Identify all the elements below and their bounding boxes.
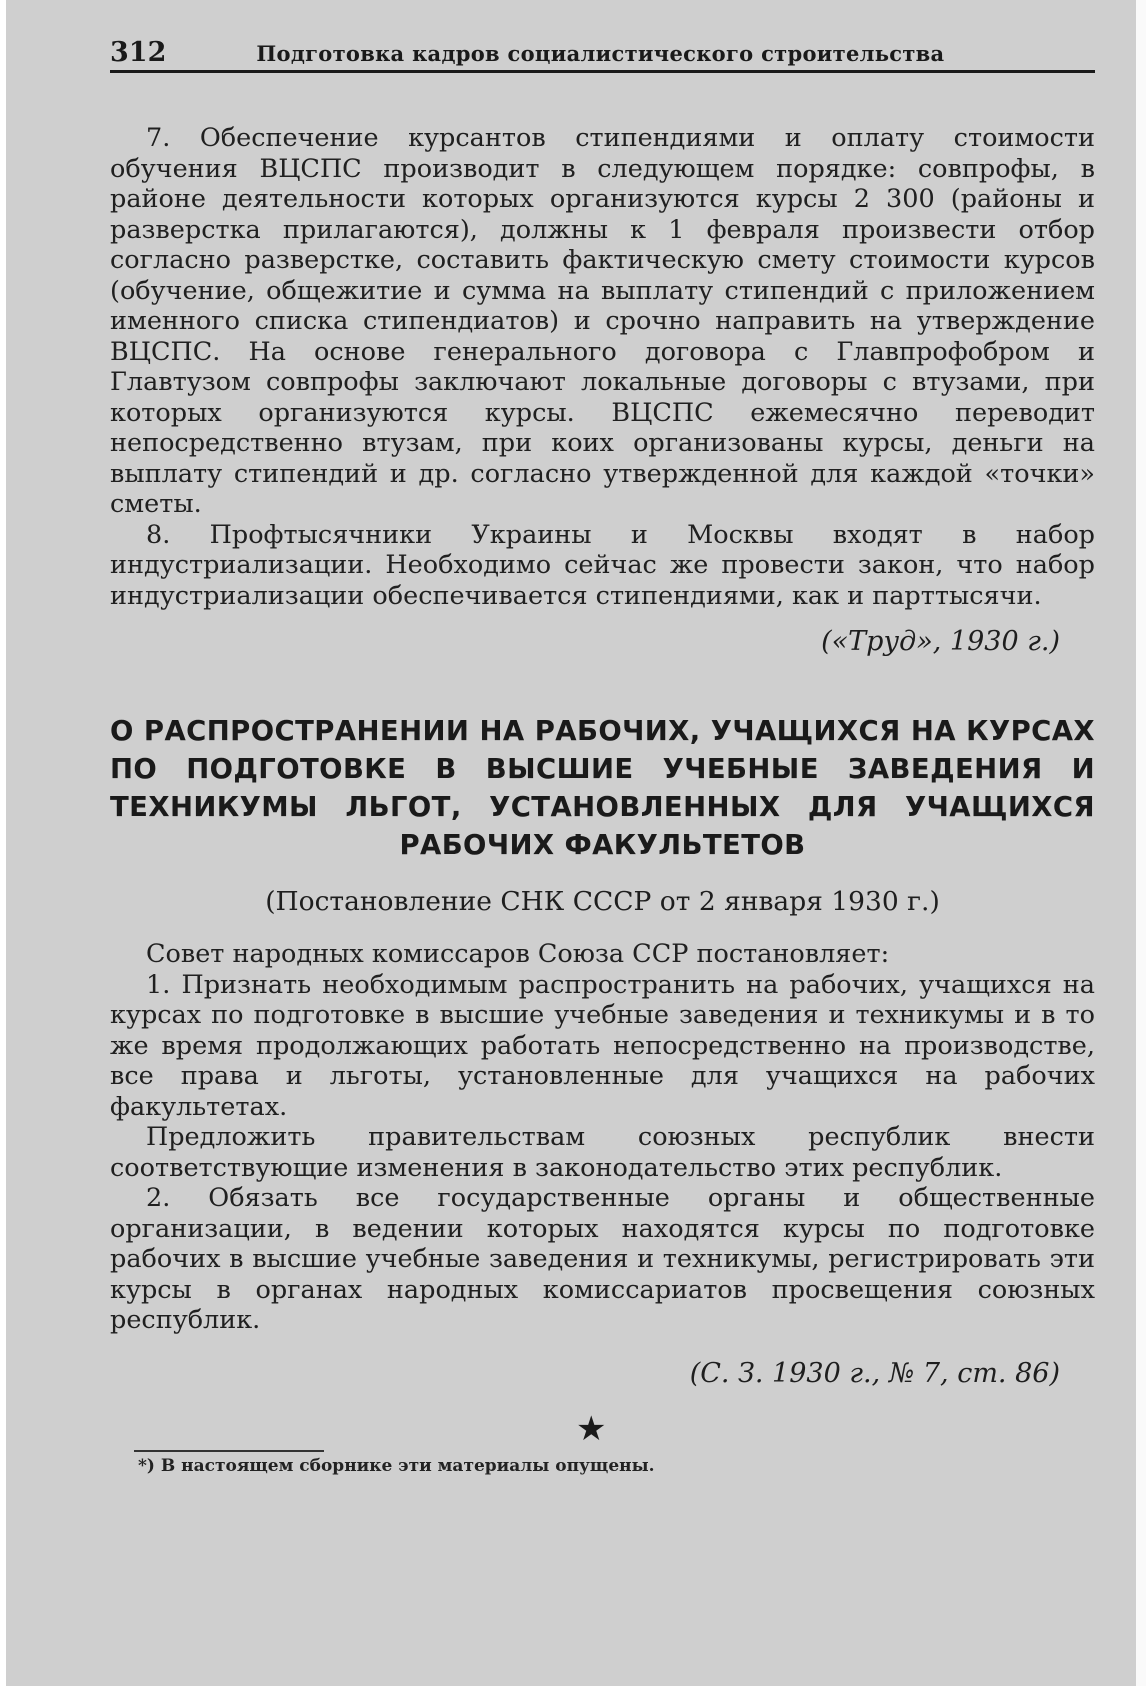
paragraph-2: 2. Обязать все государственные органы и общественные организации, в ведении которых находятся курсы по подготовке рабочих в высшие учебные заведения и техникумы, регистрировать эти курсы в органах народных комиссариатов просвещения союзных республик.	[110, 1183, 1095, 1335]
section1-body	[110, 123, 1095, 611]
running-title: Подготовка кадров социалистического строительства	[256, 41, 945, 66]
footnote: *) В настоящем сборнике эти материалы опущены.	[138, 1456, 655, 1476]
paragraph-7: 7. Обеспечение курсантов стипендиями и оплату стоимости обучения ВЦСПС производит в следующем порядке: совпрофы, в районе деятельности которых организуются курсы 2 300 (районы и разверстка прилагаются), должны к 1 февраля произвести отбор согласно разверстке, составить фактическую смету стоимости курсов (обучение, общежитие и сумма на выплату стипендий с приложением именного списка стипендиатов) и срочно направить на утверждение ВЦСПС. На основе генерального договора с Главпрофобром и Главтузом совпрофы заключают локальные договоры с втузами, при которых организуются курсы. ВЦСПС ежемесячно переводит непосредственно втузам, при коих организованы курсы, деньги на выплату стипендий и др. согласно утвержденной для каждой «точки» сметы.	[110, 123, 1095, 519]
paragraph-1: 1. Признать необходимым распространить на рабочих, учащихся на курсах по подготовке в высшие учебные заведения и техникумы и в то же время продолжающих работать непосредственно на производстве, все права и льготы, установленные для учащихся на рабочих факультетах.	[110, 969, 1095, 1122]
source-citation-2: (С. З. 1930 г., № 7, ст. 86)	[689, 1358, 1060, 1389]
paragraph-proposal: Предложить правительствам союзных республик внести соответствующие изменения в законодательство этих республик.	[110, 1122, 1095, 1183]
source-citation: («Труд», 1930 г.)	[821, 626, 1060, 657]
section2-body	[110, 939, 1095, 1336]
footnote-rule	[134, 1450, 324, 1452]
page-number: 312	[110, 37, 167, 68]
page-edge	[1136, 0, 1146, 1686]
page-header	[110, 36, 1095, 73]
section-title: О РАСПРОСТРАНЕНИИ НА РАБОЧИХ, УЧАЩИХСЯ НА КУРСАХ ПО ПОДГОТОВКЕ В ВЫСШИЕ УЧЕБНЫЕ ЗАВЕДЕНИЯ И ТЕХНИКУМЫ ЛЬГОТ, УСТАНОВЛЕННЫХ ДЛЯ УЧАЩИХСЯ РАБОЧИХ ФАКУЛЬТЕТОВ	[110, 715, 1095, 861]
book-page	[6, 0, 1146, 1686]
star-separator-icon: ★	[576, 1409, 607, 1449]
decree-subtitle: (Постановление СНК СССР от 2 января 1930 г.)	[265, 886, 940, 917]
paragraph-8: 8. Профтысячники Украины и Москвы входят в набор индустриализации. Необходимо сейчас же провести закон, что набор индустриализации обеспечивается стипендиями, как и парттысячи.	[110, 519, 1095, 611]
preamble: Совет народных комиссаров Союза ССР постановляет:	[146, 939, 890, 969]
